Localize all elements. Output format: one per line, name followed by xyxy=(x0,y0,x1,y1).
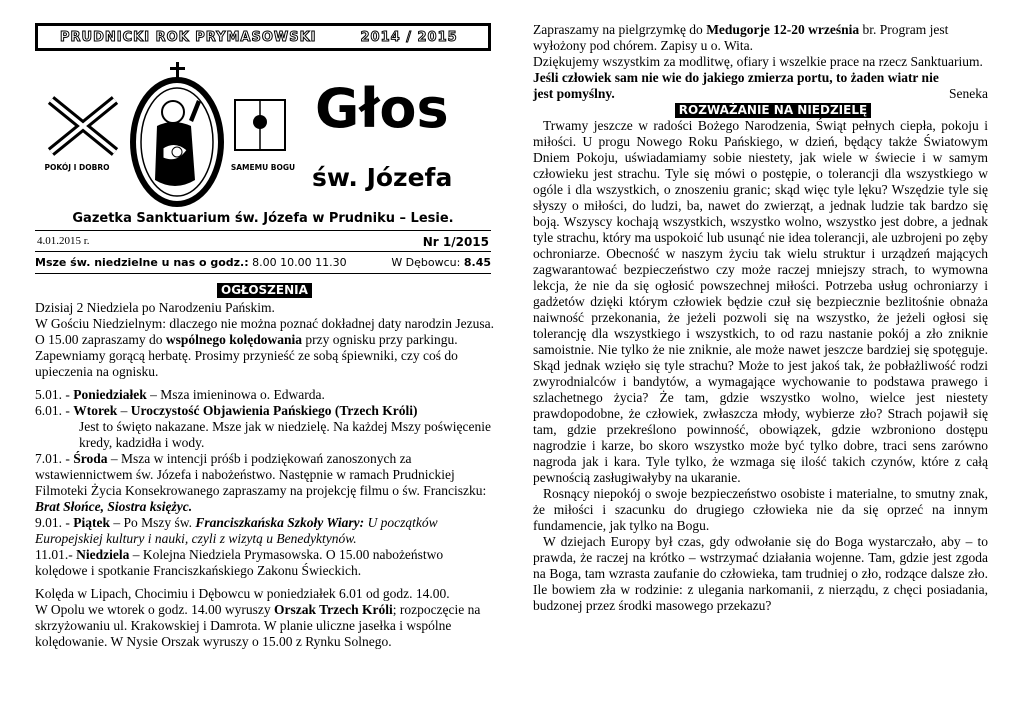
school-name: Franciszkańska Szkoły Wiary: xyxy=(195,515,365,530)
divider-bottom xyxy=(35,273,491,274)
text-run: 6.01. - xyxy=(35,403,74,418)
day-sunday xyxy=(35,547,495,579)
header-banner xyxy=(35,23,491,51)
day-monday xyxy=(35,387,495,403)
text-run: – xyxy=(117,403,131,418)
quote-author: Seneka xyxy=(949,86,988,101)
caroling-highlight: wspólnego kolędowania xyxy=(165,332,302,347)
announcements xyxy=(35,300,495,650)
mass-schedule xyxy=(35,256,347,269)
quote-text-end: jest pomyślny. xyxy=(533,86,615,101)
section-heading-announcements: OGŁOSZENIA xyxy=(217,283,312,298)
announcement-1: Dzisiaj 2 Niedziela po Narodzeniu Pańskim. xyxy=(35,300,275,315)
lecture-title: U początków Europejskiej kultury i nauki, czyli z wizytą u Benedyktynów. xyxy=(35,515,438,546)
section-heading-reflection: ROZWAŻANIE NA NIEDZIELĘ xyxy=(675,103,871,118)
film-title: Brat Słońce, Siostra księżyc. xyxy=(35,499,193,514)
day-tuesday-detail: Jest to święto nakazane. Msze jak w niedzielę. Na każdej Mszy poświęcenie kredy, kadzidła i wody. xyxy=(79,419,491,450)
issue-number: Nr 1/2015 xyxy=(422,235,489,249)
text-run: 5.01. - xyxy=(35,387,74,402)
text-run: Zapraszamy na pielgrzymkę do xyxy=(533,22,707,37)
newsletter-title: Głos xyxy=(315,77,449,140)
text-run: 9.01. - xyxy=(35,515,74,530)
quote-line-2 xyxy=(533,86,988,102)
day-label: Poniedziałek xyxy=(73,387,147,402)
text-run: przy ognisku przy parkingu. Zapewniamy gorącą herbatę. Prosimy przynieść ze sobą śpiewniki, czy coś do upieczenia na ognisku. xyxy=(35,332,458,379)
day-label: Niedziela xyxy=(76,547,130,562)
sanctuary-logo xyxy=(45,60,303,210)
text-run: br. Program jest wyłożony pod chórem. Zapisy u o. Wita. xyxy=(533,22,949,53)
day-friday xyxy=(35,515,495,547)
reflection-paragraph-1: Trwamy jeszcze w radości Bożego Narodzenia, Świąt pełnych ciepła, pokoju i miłości. U progu Nowego Roku Pańskiego, w dzień, będący także Światowym Dniem Pokoju, uświadamiamy sobie niestety, jak wiele w świecie i w samym człowieku jest strachu. Tyle się mówi o postępie, o tolerancji dla wszystkiego w ogóle i dla wszystkich, o znoszeniu granic; skąd więc tyle lęku? Wszędzie tyle się słyszy o miłości, do ludzi, ba, nawet do zwierząt, a jednak ludzie tak bardzo się boją. Wszyscy kochają wszystkich, wszystko wolno, wszystko jest dobre, a jednak tyle strachu, który ma uspokoić lub usunąć nie idea tolerancji, ale uzbrojeni po zęby ochroniarze. Obecność w naszym życiu tak wielu struktur i urządzeń mających zagwarantować bezpieczeństwo czy może raczej mniejszy strach, to wymowna lekcja, że nie da się ogłosić powszechnej miłości. Potrzeba usług ochroniarzy i gadżetów dzięki którym człowiek będzie czuł się bezpiecznie bezlitośnie obnaża naiwność przekonania, że jeżeli pozwoli się na wszystko, że jeżeli ogłosi się tolerancję dla wszystkiego i wszystkich, to od razu nastanie pokój a zło zniknie samoistnie. Nie tylko że nie zniknie, ale może nawet jeszcze bardziej się spotęguje. Skąd jednak wzięło się tyle strachu? Może to jest jakoś tak, że pobłażliwość rodzi zwyrodnialców i bandytów, a wymagające wychowanie to podstawa prawego i szlachetnego życia? Że tam, gdzie wszystko wolno, wielce jest niestety prawdopodobne, że człowiek, zwłaszcza młody, wybierze zło? Strach pojawił się tam, gdzie przekreślono powinność, obowiązek, gdzie wzbroniono dostępu nagrodzie i karze, bo skoro wszystko może być tylko dobre, traci sens zarówno nagroda jak i kara. Tyle tylko, że wzmaga się ilość takich czynów, które z całą pewnością zasługiwałyby na ukaranie. xyxy=(533,118,988,485)
newsletter-tagline: Gazetka Sanktuarium św. Józefa w Prudniku – Lesie. xyxy=(72,211,454,226)
logo-right-caption: SAMEMU BOGU xyxy=(230,163,296,172)
newsletter-subtitle: św. Józefa xyxy=(312,163,453,192)
issue-line xyxy=(37,235,489,249)
quote-line-1 xyxy=(533,70,988,86)
mass-times xyxy=(35,256,491,269)
text-run: – Po Mszy św. xyxy=(110,515,196,530)
section-heading-wrap xyxy=(558,102,988,118)
day-tuesday xyxy=(35,403,495,419)
carol-visits: Kolęda w Lipach, Chocimiu i Dębowcu w poniedziałek 6.01 od godz. 14.00. xyxy=(35,586,450,601)
text-run: W Opolu we wtorek o godz. 14.00 wyruszy xyxy=(35,602,274,617)
thanks-notice: Dziękujemy wszystkim za modlitwę, ofiary i wszelkie prace na rzecz Sanktuarium. xyxy=(533,54,983,69)
mass-hours: 8.00 10.00 11.30 xyxy=(252,256,347,269)
banner-year: 2014 / 2015 xyxy=(360,29,458,45)
debowiec-time: 8.45 xyxy=(463,256,491,269)
announcement-2: W Gościu Niedzielnym: dlaczego nie można poznać dokładnej daty narodzin Jezusa. xyxy=(35,316,494,331)
text-run: O 15.00 zapraszamy do xyxy=(35,332,166,347)
day-wednesday xyxy=(35,451,495,515)
procession-name: Orszak Trzech Króli xyxy=(273,602,393,617)
reflection-paragraph-3: W dziejach Europy był czas, gdy odwołanie się do Boga wystarczało, aby – to prawda, że raczej na krótko – wstrzymać działania wojenne. Tam, gdzie jest zgoda na Boga, tam wzrasta zaufanie do człowieka, tam trudniej o zło, rodzące dalsze zło. Ile bowiem zła w rodzinie: z ulegania narkomanii, z nierządu, z chęci posiadania, budzonej przez środki masowego przekazu? xyxy=(533,534,988,613)
three-kings-procession xyxy=(35,602,495,650)
day-label: Wtorek xyxy=(73,403,118,418)
mass-label: Msze św. niedzielne u nas o godz.: xyxy=(35,256,249,269)
pilgrimage-destination: Medugorje 12-20 września xyxy=(706,22,860,37)
debowiec-label: W Dębowcu: xyxy=(391,256,461,269)
text-run: 11.01.- xyxy=(35,547,77,562)
text-run: – Msza w intencji próśb i podziękowań zanoszonych za wstawiennictwem św. Józefa i nabożeństwo. Następnie w ramach Prudnickiej Filmoteki Życia Konsekrowanego zapraszamy na projekcję filmu o św. Franciszku: xyxy=(35,451,487,498)
day-label: Piątek xyxy=(73,515,110,530)
reflection-paragraph-2: Rosnący niepokój o swoje bezpieczeństwo osobiste i materialne, to smutny znak, że miłości i szacunku do drugiego człowieka nie da się oprzeć na innym fundamencie, jak tylko na Bogu. xyxy=(533,486,988,533)
debowiec-schedule xyxy=(391,256,491,269)
feast-name: Uroczystość Objawienia Pańskiego (Trzech Króli) xyxy=(130,403,418,418)
banner-title: PRUDNICKI ROK PRYMASOWSKI xyxy=(60,29,317,45)
quote-text: Jeśli człowiek sam nie wie do jakiego zmierza portu, to żaden wiatr nie xyxy=(533,70,939,85)
text-run: 7.01. - xyxy=(35,451,74,466)
text-run: – Kolejna Niedziela Prymasowska. O 15.00 nabożeństwo kolędowe i spotkanie Franciszkańskiego Zakonu Świeckich. xyxy=(35,547,444,578)
divider-middle xyxy=(35,251,491,252)
text-run: – Msza imieninowa o. Edwarda. xyxy=(146,387,325,402)
right-column xyxy=(533,22,988,614)
pilgrimage-notice xyxy=(533,22,988,54)
divider-top xyxy=(35,230,491,231)
issue-date: 4.01.2015 r. xyxy=(37,235,90,247)
text-run: ; rozpoczęcie na skrzyżowaniu ul. Krakowskiej i Damrota. W planie uliczne jasełka i wspólne kolędowanie. W Nysie Orszak wyruszy o 15.00 z Rynku Solnego. xyxy=(35,602,481,649)
day-label: Środa xyxy=(73,451,108,466)
announcement-3 xyxy=(35,332,495,380)
logo-left-caption: POKÓJ I DOBRO xyxy=(45,163,110,172)
